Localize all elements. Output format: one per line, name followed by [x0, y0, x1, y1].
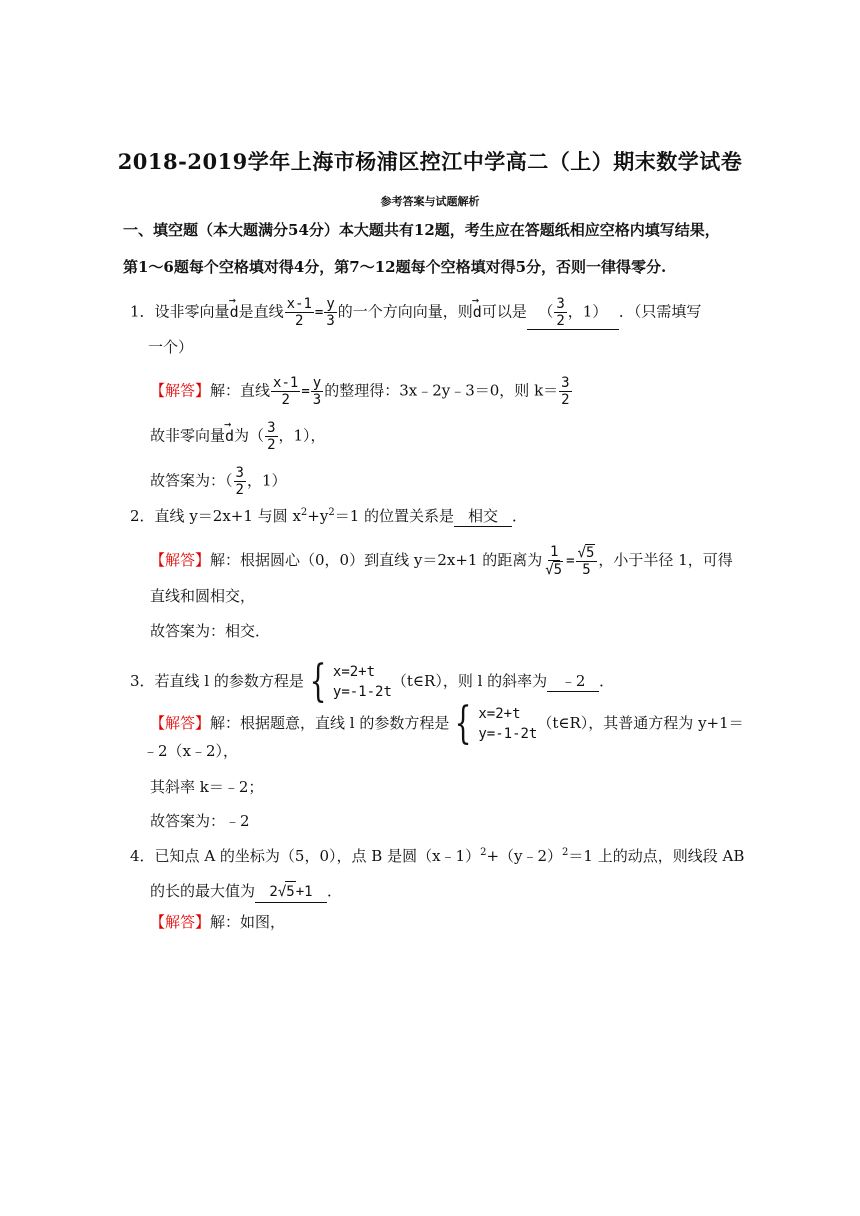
q3-solution-line1: 【解答】解：根据题意，直线 l 的参数方程是 { x=2+t y=-1-2t （t∈R），其普通方程为 y+1＝ [150, 698, 744, 749]
fraction-y-over-3: $\frac{y}{3}$ [326, 296, 335, 329]
q3-stem: 3．若直线 l 的参数方程是 { x=2+t y=-1-2t （t∈R），则 l 的斜率为 ﹣2 ． [130, 656, 615, 707]
section-header-line2: 第1～6题每个空格填对得4分，第7～12题每个空格填对得5分，否则一律得零分. [123, 258, 667, 276]
answer-tag: 【解答】 [150, 714, 211, 732]
q1-solution-line1: 【解答】解：直线 $\frac{x-1}{2}$ = $\frac{y}{3}$ 的整理得：3x﹣2y﹣3＝0，则 k＝ $\frac{3}{2}$ [150, 375, 570, 408]
q2-solution-line1: 【解答】解：根据圆心（0，0）到直线 y＝2x+1 的距离为 1 √ 5 = √ 5 5 ，小于半径 1，可得 [150, 544, 733, 578]
vector-d: → d [230, 301, 239, 323]
q3-solution-line4: 故答案为：﹣2 [150, 812, 250, 830]
q3-solution-line3: 其斜率 k＝﹣2； [150, 778, 264, 796]
q1-solution-line2: 故非零向量→ d为（ $\frac{3}{2}$ ，1）， [150, 420, 326, 453]
answer-tag: 【解答】 [150, 913, 211, 931]
section-header-line1: 一、填空题（本大题满分54分）本大题共有12题，考生应在答题纸相应空格内填写结果， [123, 221, 720, 239]
q2-stem: 2．直线 y＝2x+1 与圆 $x^2+y^2=1$ 的位置关系是 相交 ． [130, 507, 528, 525]
q1-stem-cont: 一个） [148, 338, 194, 356]
parametric-system: { x=2+t y=-1-2t [454, 698, 538, 749]
q1-answer-blank: （ $\frac{3}{2}$ ，1） [527, 296, 619, 330]
q4-answer-blank: 2√ 5 +1 [255, 881, 327, 903]
q3-number: 3． [130, 672, 155, 690]
q2-number: 2． [130, 507, 155, 525]
q4-solution-line1: 【解答】解：如图， [150, 913, 286, 931]
parametric-system: { x=2+t y=-1-2t [309, 656, 392, 707]
vector-d: → d [473, 301, 482, 323]
q4-stem-cont: 的长的最大值为 2√ 5 +1 ． [150, 880, 342, 903]
q4-stem: 4．已知点 A 的坐标为（5，0），点 B 是圆（x﹣1）$^2$+（y﹣2）$^2$＝1 上的动点，则线段 AB [130, 847, 745, 865]
fraction-x-minus-1-over-2: $\frac{x-1}{2}$ [286, 296, 312, 329]
q1-solution-line3: 故答案为：（ $\frac{3}{2}$ ，1） [150, 465, 287, 498]
page-title: 2018-2019学年上海市杨浦区控江中学高二（上）期末数学试卷 [117, 149, 743, 174]
q4-number: 4． [130, 847, 155, 865]
q1-stem: 1．设非零向量→ d是直线 $\frac{x-1}{2}$ = $\frac{y}{3}$ 的一个方向向量，则→ d可以是 （ $\frac{3}{2}$ ，1） ．（只需填写 [130, 296, 701, 330]
q1-number: 1． [130, 302, 155, 321]
q2-answer-blank: 相交 [454, 506, 512, 527]
page-subtitle: 参考答案与试题解析 [380, 195, 480, 208]
answer-tag: 【解答】 [150, 551, 211, 569]
q3-solution-line2: ﹣2（x﹣2）， [143, 742, 239, 760]
answer-tag: 【解答】 [150, 381, 211, 400]
vector-d: → d [225, 425, 234, 447]
q3-answer-blank: ﹣2 [547, 671, 599, 692]
q2-solution-line3: 故答案为：相交． [150, 622, 271, 640]
q2-solution-line2: 直线和圆相交， [150, 587, 256, 605]
